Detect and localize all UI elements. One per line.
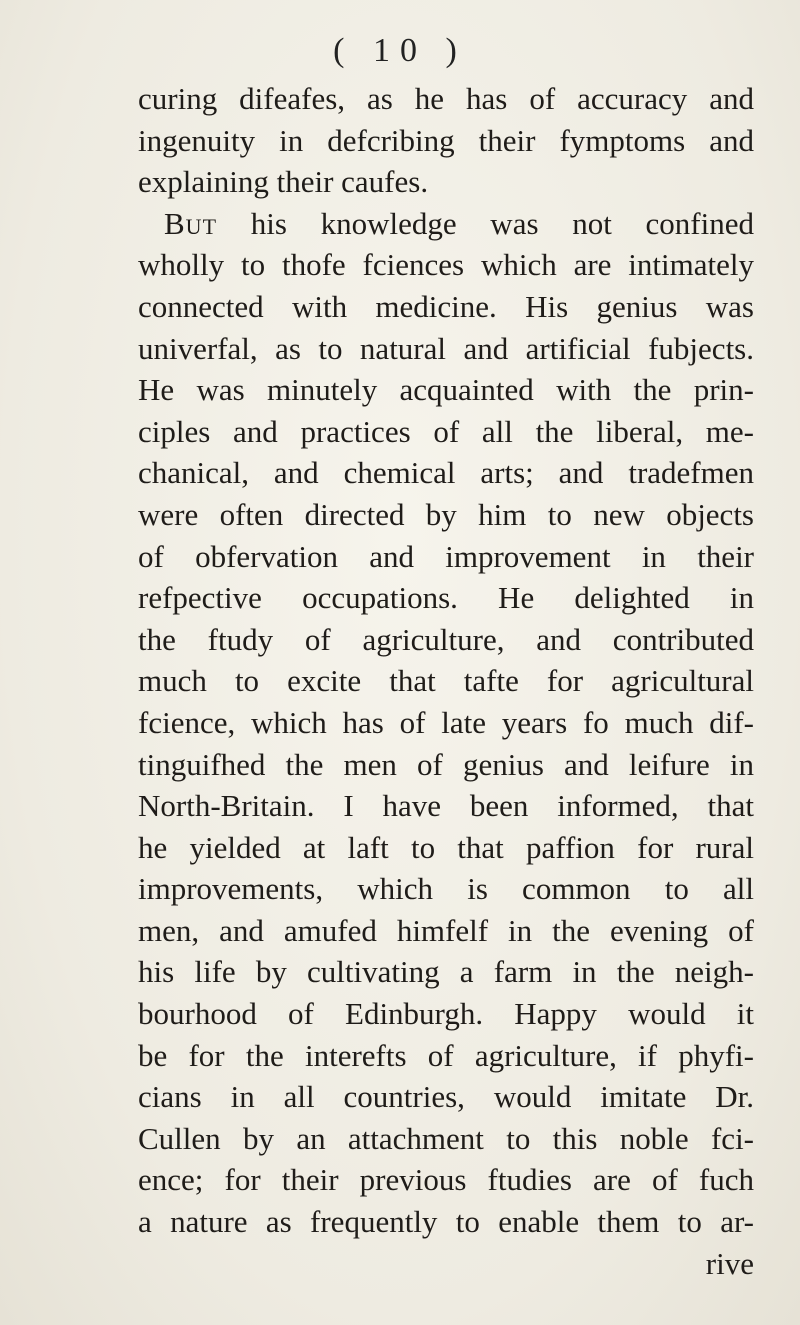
text-line: a nature as frequently to enable them to ar- [138, 1204, 754, 1240]
text-line: Cullen by an attachment to this noble fci- [138, 1120, 754, 1156]
body-text [138, 78, 754, 1284]
text-line: men, and amufed himfelf in the evening of [138, 912, 754, 948]
text-line: of obfervation and improvement in their [138, 538, 754, 574]
text-line: cians in all countries, would imitate Dr. [138, 1079, 754, 1115]
text-line: explaining their caufes. [138, 164, 429, 200]
catchword: rive [705, 1245, 754, 1281]
text-line: North-Britain. I have been informed, that [138, 788, 754, 824]
text-line: the ftudy of agriculture, and contributed [138, 621, 754, 657]
text-line: improvements, which is common to all [138, 871, 754, 907]
text-line: chanical, and chemical arts; and tradefmen [138, 455, 754, 491]
text-line: his knowledge was not confined [217, 205, 754, 241]
page-number: ( 10 ) [333, 32, 467, 69]
text-line: be for the interefts of agriculture, if phyfi- [138, 1037, 754, 1073]
text-line: refpective occupations. He delighted in [138, 580, 754, 616]
text-line: tinguifhed the men of genius and leifure in [138, 746, 754, 782]
text-line: fcience, which has of late years fo much dif- [138, 704, 754, 740]
text-line: univerfal, as to natural and artificial fubjects. [138, 330, 754, 366]
text-line: he yielded at laft to that paffion for rural [138, 829, 754, 865]
paragraph-lead-word: But [164, 205, 218, 241]
text-line: He was minutely acquainted with the prin- [138, 372, 754, 408]
text-line: were often directed by him to new objects [138, 496, 754, 532]
text-line: much to excite that tafte for agricultural [138, 663, 754, 699]
text-line: his life by cultivating a farm in the neigh- [138, 954, 754, 990]
text-line: bourhood of Edinburgh. Happy would it [138, 996, 754, 1032]
paragraph-start-line [138, 203, 754, 245]
text-line: ciples and practices of all the liberal, me- [138, 413, 754, 449]
text-line: curing difeafes, as he has of accuracy and [138, 81, 754, 116]
text-line: wholly to thofe fciences which are intimately [138, 247, 754, 283]
text-line: connected with medicine. His genius was [138, 288, 754, 324]
text-line: ence; for their previous ftudies are of fuch [138, 1162, 754, 1198]
text-line: ingenuity in defcribing their fymptoms and [138, 122, 754, 158]
